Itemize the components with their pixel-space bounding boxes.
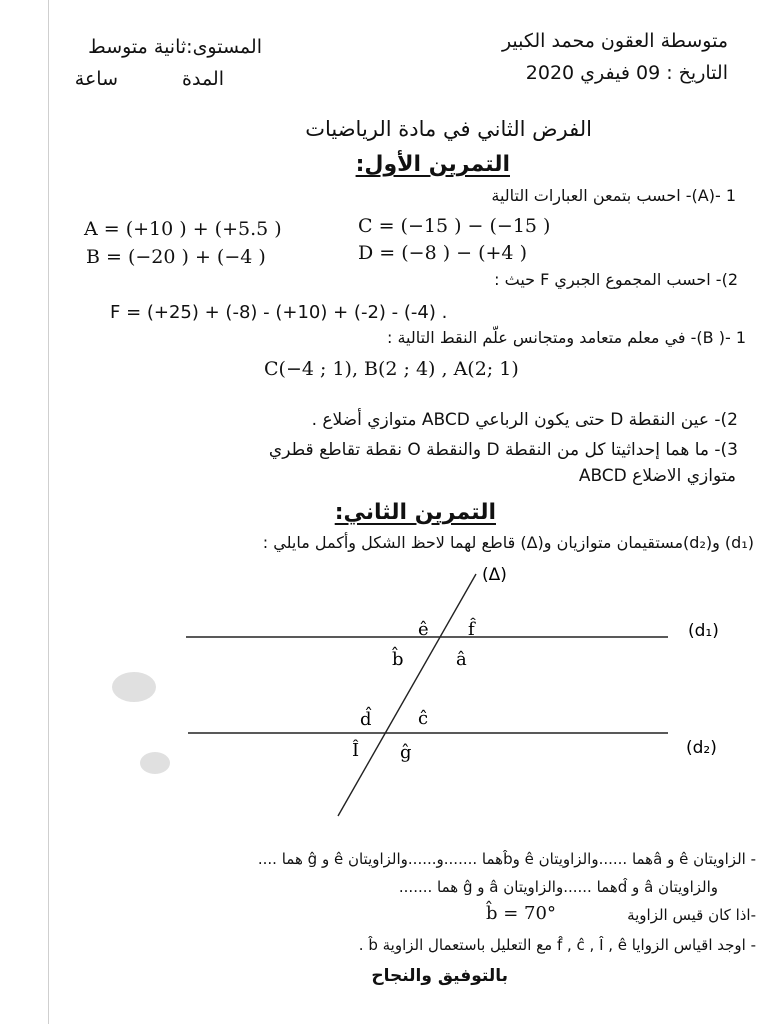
exercise-1-heading: التمرين الأول: [355,152,510,177]
angle-e: ê [418,619,429,640]
label-d2: (d₂) [686,738,717,758]
exercise-2-heading: التمرين الثاني: [334,500,496,525]
scan-noise [112,672,156,702]
expression-b: B = (−20 ) + (−4 ) [86,246,266,268]
ex1-a2-instruction: 2)- احسب المجموع الجبري F حيث : [494,270,738,289]
ex1-b3-instruction: 3)- ما هما إحداثيتا كل من النقطة D والنقطة O نقطة تقاطع قطري [268,440,738,460]
scan-noise [140,752,170,774]
ex1-b3-continued: متوازي الاضلاع ABCD [578,466,736,486]
ex2-question-1: - الزاويتان ê و âهما ......والزاويتان ê وb̂هما .......و......والزاويتان ê و ĝ هما .... [257,850,756,868]
ex1-b2-instruction: 2)- عين النقطة D حتى يكون الرباعي ABCD متوازي أضلاع . [311,410,738,430]
duration-label: المدة [182,68,224,90]
ex2-question-2: والزاويتان â و d̂هما ......والزاويتان â و ĝ هما ....... [398,878,718,896]
angle-b-value: b̂ = 70° [486,903,556,924]
label-d1: (d₁) [688,621,719,641]
ex1-a1-instruction: A)- 1)- احسب بتمعن العبارات التالية [491,186,736,205]
points-list: C(−4 ; 1), B(2 ; 4) , A(2; 1) [264,358,519,380]
expression-f: F = (+25) + (-8) - (+10) + (-2) - (-4) . [110,302,448,323]
parallel-lines-figure [180,560,740,830]
angle-g: ĝ [400,742,412,763]
expression-d: D = (−8 ) − (+4 ) [358,242,527,264]
angle-a: â [456,649,467,670]
label-delta: (Δ) [482,565,507,585]
angle-c: ĉ [418,708,429,729]
ex2-intro: (d₁) و(d₂)مستقيمان متوازيان و(Δ) قاطع لهما لاحظ الشكل وأكمل مايلي : [262,533,754,552]
closing-wish: بالتوفيق والنجاح [371,966,508,986]
angle-i: Î [352,740,360,761]
expression-c: C = (−15 ) − (−15 ) [358,215,551,237]
page-edge-line [48,0,49,1024]
angle-f: f̂ [468,619,475,640]
angle-b: b̂ [392,649,404,670]
page-title: الفرض الثاني في مادة الرياضيات [305,117,592,141]
transversal-delta [338,574,476,816]
ex2-question-3: -اذا كان قيس الزاوية [627,906,756,924]
expression-a: A = (+10 ) + (+5.5 ) [84,218,282,240]
angle-d: d̂ [360,709,372,730]
duration-value: ساعة [74,68,118,90]
grade-level: المستوى:ثانية متوسط [88,36,262,58]
ex1-b1-instruction: B )- 1)- في معلم متعامد ومتجانس علّم النقط التالية : [386,328,746,347]
ex2-question-4: - اوجد اقياس الزوايا f̂ , ĉ , Î , ê مع التعليل باستعمال الزاوية b̂ . [358,936,756,954]
school-name: متوسطة العقون محمد الكبير [501,30,728,52]
exam-date: التاريخ : 09 فيفري 2020 [525,62,728,84]
